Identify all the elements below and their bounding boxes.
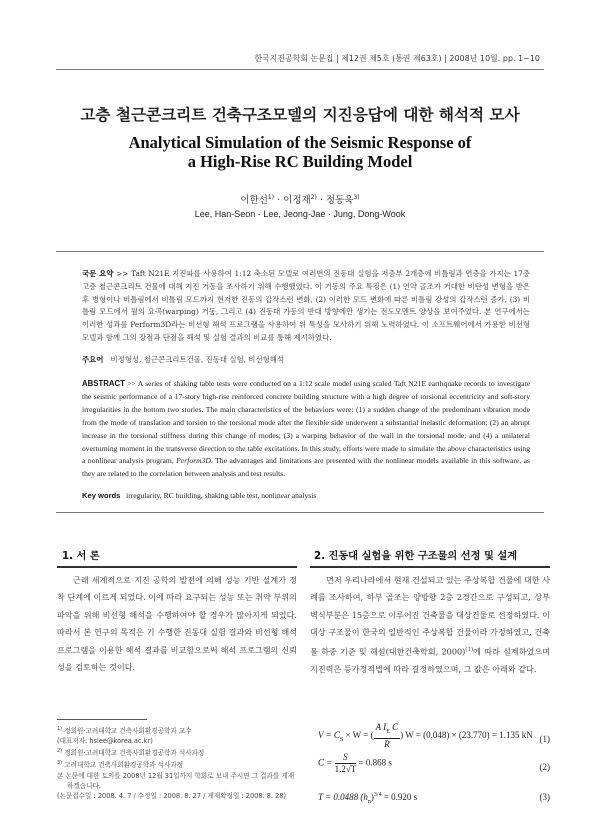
footnotes [57, 724, 297, 801]
abstract-english-text: >> A series of shaking table tests were conducted on a 1:12 scale model using scaled Taft N21E earthquake records to investigate the seismic performance of a 17-story high-rise reinforced concrete building structure with a high degree of torsional eccentricity and soft-story irregularities in the bottom two stories. The main characteristics of the behaviors were: (1) a sudden change of the predominant vibration mode from the mode of translation and torsion to the torsional mode after the flexible side underwent a substantial inelastic deformation; (2) an abrupt increase in the torsional stiffness during this change of modes; (3) a warping behavior of the wall in the torsional mode; and (4) a unilateral overturning moment in the transverse direction to the table excitations. In this study, efforts were made to simulate the above characteristics using a nonlinear analysis program, [82, 379, 530, 466]
keywords-korean-label: 주요어 [82, 355, 104, 364]
korean-title: 고층 철근콘크리트 건축구조모델의 지진응답에 대한 해석적 모사 [80, 106, 520, 124]
eq2-den: 1.2√T [334, 764, 357, 774]
eq1-num: A I [375, 722, 387, 732]
submission-dates: (논문접수일 : 2008. 4. 7 / 수정일 : 2008. 8. 27 / 게재확정일 : 2008. 8. 28) [57, 791, 287, 800]
section-1-rule [57, 566, 297, 568]
eq2-right: = 0.868 s [358, 757, 392, 768]
english-title [0, 133, 600, 171]
keywords-english [82, 491, 530, 500]
english-title-line2: a High-Rise RC Building Model [187, 152, 413, 171]
author-2: 이정재 [283, 195, 311, 206]
abstract-korean-text: >> Taft N21E 지진파를 사용하여 1:12 축소된 모델로 여러번의 진동대 실험을 저층부 2개층에 비틀림과 연층을 가지는 17층 고층 철근콘크리트 건물에 대해 지진 거동을 조사하기 위해 수행했었다. 이 거동의 주요 특징은 (1) 연약 골조가 거대한 비탄성 변형을 받은 후 병형이나 비틀림에서 비틀림 모드까지 현저한 진동의 갑작스런 변화, (2) 이러한 모드 변화에 따른 비틀림 강성의 갑작스런 증가, (3) 비틀림 모드에서 월의 요곡(warping) 거동, 그리고 (4) 진동대 가동의 반대 방향에만 생기는 전도모멘트 양상을 보여주었다. 본 연구에서는 이러한 성과를 Perform3D라는 비선형 해석 프로그램을 사용하여 위 특성을 모사하기 위해 노력하였다. 이 소프트웨어에서 가용한 비선형 모델과 함께 그의 장점과 단점을 해석 및 실험 결과의 비교를 통해 제시하였다. [82, 269, 530, 342]
authors-english: Lee, Han-Seon · Lee, Jeong-Jae · Jung, Dong-Wook [194, 209, 406, 219]
section-2-paragraph [310, 572, 550, 678]
eq1-fraction [374, 722, 401, 750]
abstract-bottom-rule [56, 512, 544, 513]
eq2-fraction [335, 752, 357, 775]
eq3-sub: n [367, 798, 371, 805]
author-3-sup: 3) [353, 193, 360, 201]
section-1-paragraph: 근래 세계적으로 지진 공학의 발전에 의해 성능 기반 설계가 정착 단계에 이르게 되었다. 이에 따라 요구되는 성능 또는 취약 부위의 파악을 위해 비선형 해석을 수행하여야 할 경우가 많아지게 되었다. 따라서 본 연구의 목적은 기 수행한 진동대 실험 결과와 비선형 해석프로그램을 이용한 해석 결과를 비교함으로써 해석 프로그램의 신뢰성을 검토하는 것이다. [57, 575, 297, 673]
equation-2 [318, 752, 550, 775]
author-1-sup: 1) [267, 193, 275, 201]
author-2-sup: 2) [310, 193, 317, 201]
footnote-3 [57, 758, 297, 770]
authors-korean [0, 192, 600, 206]
eq1-den: R [384, 738, 390, 749]
footnote-rule [57, 719, 147, 720]
author-3: 정동욱 [325, 195, 354, 206]
abstract-korean-label: 국문 요약 [82, 269, 114, 278]
eq2-number: (2) [539, 762, 550, 772]
eq1-sub: S [339, 736, 344, 743]
journal-header: 한국지진공학회 논문집 | 제12권 제5호 (통권 제63호) | 2008년 10월. pp. 1~10 [254, 54, 540, 63]
abstract-english [82, 378, 530, 481]
eq1-mid: × W = ( [343, 729, 374, 740]
footnote-3-text: 고려대학교 건축사회환경공학과 석사과정 [64, 761, 184, 770]
footnote-1-mark: 1) [57, 726, 63, 732]
section-2-rule [310, 566, 550, 568]
eq1-left: V = C [318, 729, 340, 740]
footnote-1-text: 정회원·고려대학교 건축사회환경공학과 교수 [64, 727, 192, 736]
keywords-english-label: Key words [82, 491, 121, 500]
section-1-title: 1. 서 론 [62, 551, 100, 562]
eq3-number: (3) [539, 792, 550, 802]
eq1-num-sub: E [386, 728, 390, 735]
author-sep: · [274, 195, 284, 206]
author-1: 이한선 [240, 195, 268, 206]
discussion-note: 본 논문에 대한 토의를 2008년 12월 31일까지 학회로 보내 주시면 그 결과를 게재하겠습니다. [57, 771, 295, 790]
eq3-left: T = 0.0488 (h [318, 792, 368, 802]
eq1-num-c: C [389, 722, 399, 732]
abstract-korean [82, 268, 530, 345]
abstract-top-rule [56, 251, 544, 252]
abstract-english-text-end: . The advantages and limitations are presented with the nonlinear models available in this software, as they are related to the correlation between analysis and test results. [82, 456, 530, 479]
section-1-body [57, 572, 297, 676]
english-title-line1: Analytical Simulation of the Seismic Response of [128, 133, 472, 152]
section-2-body [310, 572, 550, 678]
footnote-2 [57, 746, 297, 758]
eq3-right: ) [370, 792, 374, 802]
eq3-exp: 3/4 [373, 792, 382, 798]
abstract-program-name: Perform3D [176, 456, 211, 466]
keywords-english-text: irregularity, RC building, shaking table test, nonlinear analysis [126, 491, 317, 500]
keywords-korean [82, 354, 530, 365]
eq1-right: ) W = (0.048) × (23.770) = 1.135 kN [400, 729, 533, 740]
footnote-3-mark: 3) [57, 760, 63, 767]
section-2-title: 2. 진동대 실험을 위한 구조물의 선정 및 설계 [314, 551, 518, 562]
equation-1 [318, 722, 550, 750]
footnote-1 [57, 724, 297, 736]
reference-mark: (1) [465, 646, 474, 653]
section-2-text: 먼저 우리나라에서 현재 건설되고 있는 주상복합 건물에 대한 사례를 조사하여, 하부 골조는 양방향 2층 2경간으로 구성되고, 상부 벽식부분은 15층으로 이루어진 건축물을 대상건물로 선정하였다. 이 대상 구조물이 한국의 일반적인 주상복합 건물이라 가정하였고, 건축물 하중 기준 및 해설(대한건축학회, 2000) [310, 575, 550, 657]
section-2-text-end: 에 따라 설계하였으며 지진력은 등가정적법에 따라 결정하였으며, 그 값은 아래와 같다. [310, 646, 550, 674]
footnote-2-mark: 2) [57, 748, 63, 755]
author-sep: · [316, 195, 326, 206]
abstract-english-label: ABSTRACT [82, 379, 125, 388]
eq2-num: S [343, 752, 348, 762]
eq2-left: C = [318, 757, 333, 768]
footnote-2-text: 정회원·고려대학교 건축사회환경공학과 석사과정 [64, 749, 205, 758]
keywords-korean-text: 비정형성, 철근콘크리트건물, 진동대 실험, 비선형해석 [110, 355, 284, 364]
header-rule [56, 69, 544, 70]
eq1-number: (1) [539, 734, 550, 744]
eq3-val: = 0.920 s [381, 792, 418, 802]
equation-3 [318, 792, 550, 805]
footnote-1-email: (대표저자: hslee@korea.ac.kr) [57, 737, 153, 746]
